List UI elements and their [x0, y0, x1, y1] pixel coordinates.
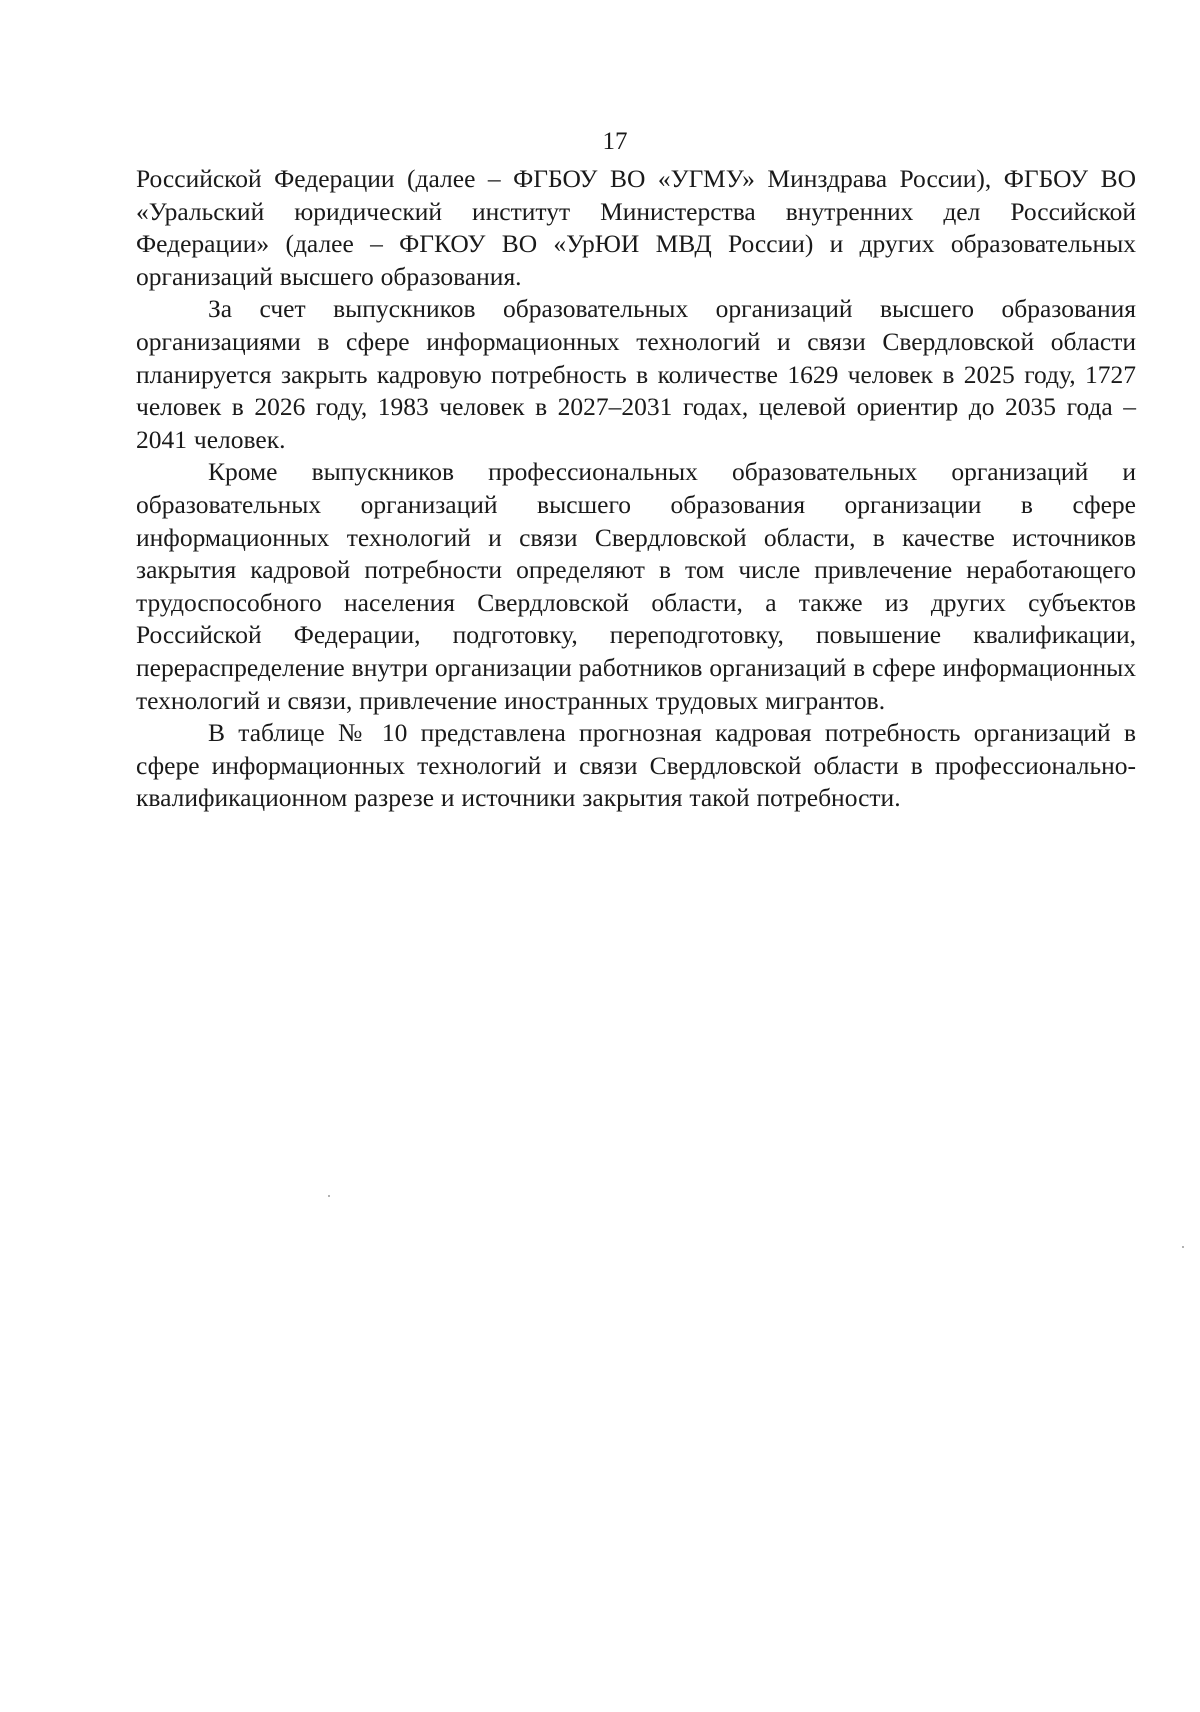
paragraph-other-sources: Кроме выпускников профессиональных образовательных организаций и образовательных организаций высшего образования организации в сфере информационных технологий и связи Свердловской области, в качестве источников закрытия кадровой потребности определяют в том числе привлечение неработающего трудоспособного населения Свердловской области, а также из других субъектов Российской Федерации, подготовку, переподготовку, повышение квалификации, перераспределение внутри организации работников организаций в сфере информационных технологий и связи, привлечение иностранных трудовых мигрантов. — [136, 457, 1136, 715]
paragraph-graduates-forecast: За счет выпускников образовательных организаций высшего образования организациями в сфере информационных технологий и связи Свердловской области планируется закрыть кадровую потребность в количестве 1629 человек в 2025 году, 1727 человек в 2026 году, 1983 человек в 2027–2031 годах, целевой ориентир до 2035 года – 2041 человек. — [136, 294, 1136, 454]
paragraph-table-reference: В таблице № 10 представлена прогнозная кадровая потребность организаций в сфере информационных технологий и связи Свердловской области в профессионально-квалификационном разрезе и источники закрытия такой потребности. — [136, 718, 1136, 813]
scan-speck — [328, 1195, 330, 1197]
document-body — [136, 163, 1136, 815]
scan-speck — [1182, 1246, 1184, 1248]
paragraph-continuation: Российской Федерации (далее – ФГБОУ ВО «УГМУ» Минздрава России), ФГБОУ ВО «Уральский юридический институт Министерства внутренних дел Российской Федерации» (далее – ФГКОУ ВО «УрЮИ МВД России) и других образовательных организаций высшего образования. — [136, 164, 1136, 291]
page-number: 17 — [602, 128, 628, 155]
